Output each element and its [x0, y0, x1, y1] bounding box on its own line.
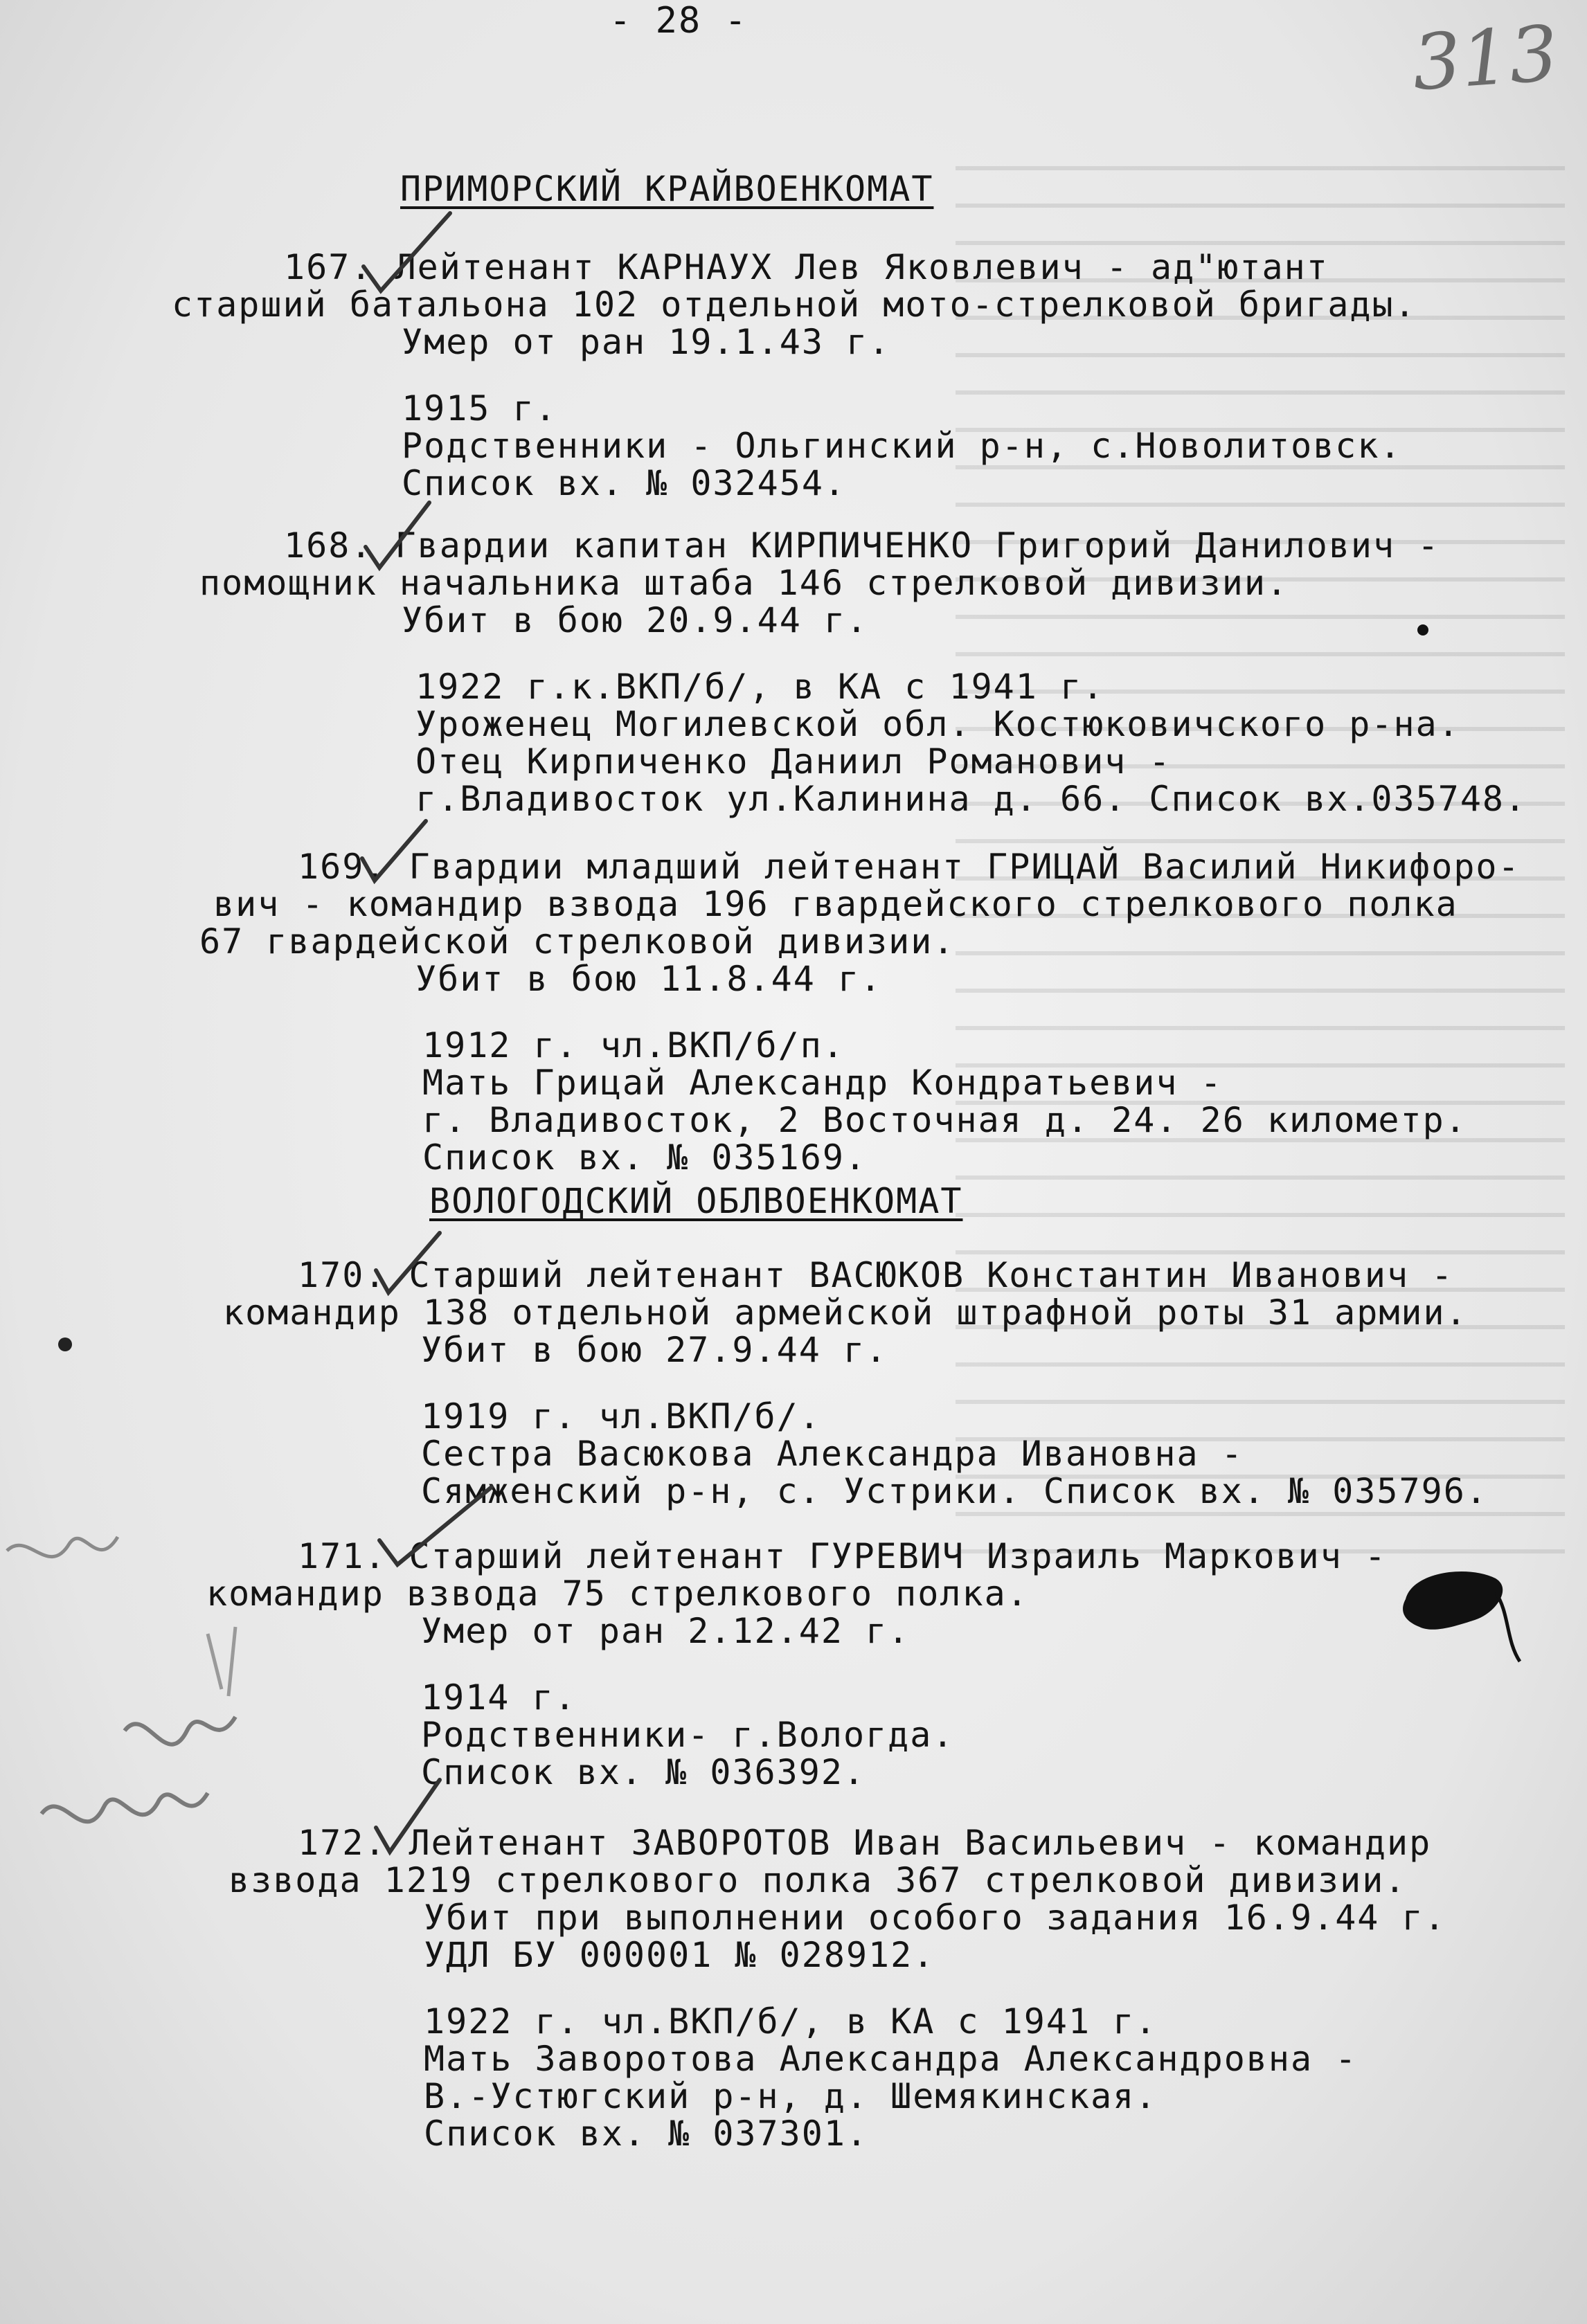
entry-detail: Список вх. № 037301. [424, 2114, 869, 2154]
entry-line: Убит при выполнении особого задания 16.9.44 г. [424, 1898, 1446, 1938]
entry-detail: Родственники - Ольгинский р-н, с.Новолитовск. [402, 426, 1402, 466]
entry-line: 169. Гвардии младший лейтенант ГРИЦАЙ Василий Никифоро- [298, 847, 1521, 887]
check-mark-icon [370, 1776, 447, 1859]
entry-detail: Родственники- г.Вологда. [421, 1715, 955, 1755]
entry-line: Умер от ран 19.1.43 г. [402, 322, 891, 362]
entry-detail: Мать Заворотова Александра Александровна - [424, 2039, 1358, 2079]
entry-detail: 1919 г. чл.ВКП/б/. [421, 1396, 821, 1436]
marginal-handwriting [0, 1523, 291, 1911]
entry-detail: Список вх. № 032454. [402, 463, 847, 503]
entry-line: Убит в бою 20.9.44 г. [402, 600, 869, 640]
entry-line: Убит в бою 11.8.44 г. [415, 959, 883, 999]
check-mark-icon [370, 1229, 447, 1298]
entry-detail: г.Владивосток ул.Калинина д. 66. Список вх.035748. [415, 779, 1527, 819]
section-title: ПРИМОРСКИЙ КРАЙВОЕНКОМАТ [400, 169, 934, 209]
entry-line: УДЛ БУ 000001 № 028912. [424, 1935, 935, 1975]
entry-detail: 1915 г. [402, 388, 557, 429]
entry-line: Умер от ран 2.12.42 г. [421, 1611, 911, 1651]
entry-line: командир взвода 75 стрелкового полка. [206, 1574, 1029, 1614]
entry-detail: Список вх. № 036392. [421, 1752, 866, 1792]
ink-dot [57, 1336, 73, 1353]
entry-detail: Отец Кирпиченко Даниил Романович - [415, 741, 1172, 782]
section-title: ВОЛОГОДСКИЙ ОБЛВОЕНКОМАТ [429, 1181, 963, 1221]
entry-detail: Список вх. № 035169. [422, 1137, 868, 1178]
entry-detail: Сестра Васюкова Александра Ивановна - [421, 1434, 1244, 1474]
entry-line: 170. Старший лейтенант ВАСЮКОВ Константин Иванович - [298, 1255, 1454, 1295]
check-mark-icon [360, 498, 436, 575]
entry-detail: 1914 г. [421, 1677, 577, 1718]
entry-detail: В.-Устюгский р-н, д. Шемякинская. [424, 2076, 1158, 2116]
entry-detail: г. Владивосток, 2 Восточная д. 24. 26 километр. [422, 1100, 1467, 1140]
entry-line: 168. Гвардии капитан КИРПИЧЕНКО Григорий Данилович - [284, 525, 1440, 566]
entry-line: 67 гвардейской стрелковой дивизии. [199, 921, 956, 962]
check-mark-icon [357, 817, 433, 886]
entry-line: старший батальона 102 отдельной мото-стрелковой бригады. [172, 285, 1417, 325]
ink-blot [1392, 1558, 1530, 1668]
check-mark-icon [374, 1481, 499, 1571]
entry-line: вич - командир взвода 196 гвардейского стрелкового полка [213, 884, 1458, 924]
ink-dot [1416, 623, 1430, 637]
entry-detail: 1922 г.к.ВКП/б/, в КА с 1941 г. [415, 667, 1105, 707]
entry-detail: Мать Грицай Александр Кондратьевич - [422, 1063, 1223, 1103]
entry-detail: 1922 г. чл.ВКП/б/, в КА с 1941 г. [424, 2001, 1158, 2042]
entry-line: 172. Лейтенант ЗАВОРОТОВ Иван Васильевич - командир [298, 1823, 1432, 1863]
entry-line: командир 138 отдельной армейской штрафной роты 31 армии. [223, 1292, 1468, 1333]
check-mark-icon [360, 208, 457, 298]
entry-line: помощник начальника штаба 146 стрелковой дивизии. [199, 563, 1289, 603]
page-number: - 28 - [609, 0, 748, 42]
entry-line: Убит в бою 27.9.44 г. [421, 1330, 888, 1370]
entry-detail: Уроженец Могилевской обл. Костюковичского р-на. [415, 704, 1460, 744]
archive-sheet-number: 313 [1409, 8, 1561, 108]
entry-line: 167. Лейтенант КАРНАУХ Лев Яковлевич - ад"ютант [284, 247, 1329, 287]
entry-detail: 1912 г. чл.ВКП/б/п. [422, 1025, 845, 1065]
entry-detail: Сямженский р-н, с. Устрики. Список вх. № 035796. [421, 1471, 1488, 1511]
entry-line: 171. Старший лейтенант ГУРЕВИЧ Израиль Маркович - [298, 1536, 1388, 1576]
entry-line: взвода 1219 стрелкового полка 367 стрелковой дивизии. [228, 1860, 1407, 1900]
